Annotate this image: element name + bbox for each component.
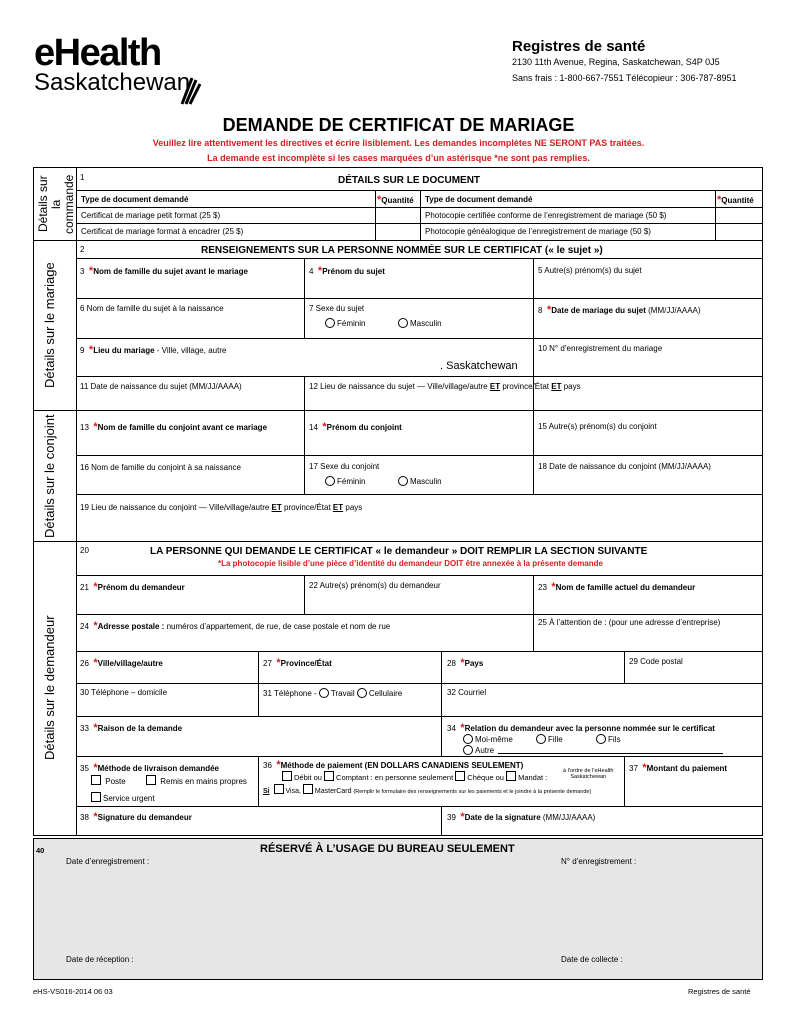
logo-top: eHealth [34,32,161,74]
cb-mandat[interactable] [506,773,547,782]
f7-label: 7 Sexe du sujet [309,304,365,313]
f9-label: Lieu du mariage [93,346,155,355]
mc-label: MasterCard [314,788,352,795]
remis-label: Remis en mains propres [160,777,247,786]
f12-et2: ET [551,382,562,391]
f19-e: pays [343,503,363,512]
masculin-label: Masculin [410,319,442,328]
f35-label: Méthode de livraison demandée [97,764,220,773]
f34-num: 34 [447,724,456,733]
side-label-conjoint: Détails sur le conjoint [42,414,57,538]
f24-num: 24 [80,622,89,631]
f19-a: 19 Lieu de naissance du conjoint — Ville/village/autre [80,503,272,512]
cb-comptant[interactable] [324,773,453,782]
f21-label: Prénom du demandeur [97,583,185,592]
qty-input-1[interactable] [376,208,419,222]
autre-line [498,753,723,754]
s4-num: 20 [80,546,89,555]
s1-col-qty-left: Quantité [381,196,414,205]
f36-label: Méthode de paiement (EN DOLLARS CANADIENS SEULEMENT) [280,761,524,770]
cheque-label: Chèque ou [467,773,504,782]
f9-hint: - Ville, village, autre [154,346,227,355]
office-no-enr: N° d’enregistrement : [561,857,637,866]
cb-mastercard[interactable] [303,788,352,795]
cb-urgent[interactable] [91,792,155,803]
f28-label: Pays [464,659,484,668]
office-title-label: RÉSERVÉ À L’USAGE DU BUREAU SEULEMENT [260,843,515,855]
f22-label: 22 Autre(s) prénom(s) du demandeur [309,581,441,590]
office-phone: Sans frais : 1-800-667-7551 Télécopieur : 306-787-8951 [512,73,737,83]
f19-c: province/État [281,503,333,512]
form-warning-2: La demande est incomplète si les cases marquées d’un astérisque *ne sont pas remplies. [207,153,590,163]
fille-label: Fille [548,735,563,744]
moi-label: Moi-même [475,735,513,744]
footer-code: eHS-VS016-2014 06 03 [33,987,113,996]
s4-subtitle: *La photocopie lisible d’une pièce d’identité du demandeur DOIT être annexée à la présente demande [218,559,603,568]
s1-col-type-right: Type de document demandé [425,195,533,204]
s1-title: DÉTAILS SUR LE DOCUMENT [338,175,481,186]
s2-title: RENSEIGNEMENTS SUR LA PERSONNE NOMMÉE SUR LE CERTIFICAT (« le sujet ») [201,245,603,256]
f30-label: 30 Téléphone – domicile [80,688,168,697]
masculin-label-conjoint: Masculin [410,477,442,486]
f28-num: 28 [447,659,456,668]
radio-masculin-conjoint[interactable] [398,476,442,486]
office-num: 40 [36,846,45,855]
f27-num: 27 [263,659,272,668]
f3-num: 3 [80,267,85,276]
cellulaire-label: Cellulaire [368,689,403,698]
ordre-line-2: Saskatchewan [570,774,607,780]
s1-row1-left: Certificat de mariage petit format (25 $) [81,211,221,220]
radio-cellulaire[interactable] [357,689,402,698]
f21-num: 21 [80,583,89,592]
radio-feminin[interactable] [325,318,365,328]
f36-num: 36 [263,761,272,770]
s1-col-type-left: Type de document demandé [81,195,189,204]
f14-label: Prénom du conjoint [326,423,402,432]
cb-remis[interactable] [146,775,247,786]
s1-row1-right: Photocopie certifiée conforme de l’enregistrement de mariage (50 $) [425,211,667,220]
mandat-label: Mandat : [518,773,548,782]
wheat-icon [178,74,202,106]
side-label-demandeur: Détails sur le demandeur [42,615,57,761]
f4-label: Prénom du sujet [322,267,385,276]
office-date-col: Date de collecte : [561,955,623,964]
office-address: 2130 11th Avenue, Regina, Saskatchewan, S4P 0J5 [512,57,720,67]
s1-col-qty-right: Quantité [721,196,754,205]
f14-num: 14 [309,423,318,432]
radio-fils[interactable] [596,734,620,744]
comptant-label: Comptant : en personne seulement [336,773,454,782]
footer-right: Registres de santé [688,987,751,996]
radio-moi[interactable] [463,734,513,744]
f29-label: 29 Code postal [629,657,683,666]
f24-hint: numéros d’appartement, de rue, de case postale et nom de rue [164,622,391,631]
debit-label: Débit ou [294,773,322,782]
f39-format: (MM/JJ/AAAA) [540,813,596,822]
s1-num: 1 [80,173,85,182]
f8-format: (MM/JJ/AAAA) [645,306,701,315]
cb-visa[interactable] [274,788,301,795]
f24-label: Adresse postale : [97,622,165,631]
f4-num: 4 [309,267,314,276]
ordre-line-1: à l’ordre de l’eHealth [563,768,614,774]
f31-label: 31 Téléphone - [263,689,317,698]
f26-num: 26 [80,659,89,668]
f3-label: Nom de famille du sujet avant le mariage [93,267,248,276]
f35-num: 35 [80,764,89,773]
s1-row2-right: Photocopie généalogique de l’enregistrement de mariage (50 $) [425,227,651,236]
office-date-rec: Date de réception : [66,955,134,964]
f10-label: 10 N° d’enregistrement du mariage [538,344,663,353]
cb-cheque[interactable] [455,773,504,782]
fils-label: Fils [608,735,621,744]
s4-title: LA PERSONNE QUI DEMANDE LE CERTIFICAT « le demandeur » DOIT REMPLIR LA SECTION SUIVANTE [150,546,648,557]
cb-debit[interactable] [282,773,322,782]
travail-label: Travail [330,689,355,698]
f8-label: Date de mariage du sujet [551,306,646,315]
form-title: DEMANDE DE CERTIFICAT DE MARIAGE [222,115,575,135]
cb-poste[interactable] [91,775,126,786]
f26-label: Ville/village/autre [97,659,163,668]
f37-label: Montant du paiement [646,764,728,773]
f23-num: 23 [538,583,547,592]
poste-label: Poste [105,777,126,786]
visa-label: Visa, [285,788,301,795]
f9-num: 9 [80,346,85,355]
office-date-enr: Date d’enregistrement : [66,857,150,866]
f12-et1: ET [489,382,501,391]
f12-e: pays [561,382,581,391]
f38-num: 38 [80,813,89,822]
f34-label: Relation du demandeur avec la personne nommée sur le certificat [464,724,715,733]
f11-label: 11 Date de naissance du sujet (MM/JJ/AAAA) [80,382,242,391]
f12-a: 12 Lieu de naissance du sujet — Ville/village/autre [309,382,490,391]
radio-autre[interactable] [463,745,494,755]
f37-num: 37 [629,764,638,773]
f33-num: 33 [80,724,89,733]
f19-et1: ET [271,503,282,512]
mc-note: (Remplir le formulaire des renseignements sur les paiements et le joindre à la présente demande) [353,789,592,795]
f27-label: Province/État [280,659,332,668]
f33-label: Raison de la demande [97,724,183,733]
f25-label: 25 À l’attention de : (pour une adresse d’entreprise) [538,618,721,627]
f19-et2: ET [332,503,344,512]
radio-masculin[interactable] [398,318,442,328]
logo [34,34,190,95]
feminin-label: Féminin [337,319,366,328]
f18-label: 18 Date de naissance du conjoint (MM/JJ/AAAA) [538,462,711,471]
saskatchewan-suffix: . Saskatchewan [440,360,518,372]
f32-label: 32 Courriel [447,688,487,697]
f39-num: 39 [447,813,456,822]
feminin-label-conjoint: Féminin [337,477,366,486]
radio-feminin-conjoint[interactable] [325,476,365,486]
f16-label: 16 Nom de famille du conjoint à sa naissance [80,463,241,472]
f17-label: 17 Sexe du conjoint [309,462,380,471]
s1-row2-left: Certificat de mariage format à encadrer (25 $) [81,227,244,236]
f6-label: 6 Nom de famille du sujet à la naissance [80,304,224,313]
f12-c: province/État [500,382,552,391]
qty-input-2[interactable] [376,224,419,239]
f38-label: Signature du demandeur [97,813,192,822]
urgent-label: Service urgent [103,794,155,803]
f13-label: Nom de famille du conjoint avant ce mariage [97,423,268,432]
office-title: Registres de santé [512,38,646,55]
f39-label: Date de la signature [464,813,541,822]
logo-bottom: Saskatchewan [34,69,191,96]
radio-travail[interactable] [319,689,355,698]
f8-num: 8 [538,306,543,315]
s2-num: 2 [80,245,85,254]
si-label: Si [263,788,270,795]
side-label-commande: Détails sur la commande [36,174,76,234]
autre-label: Autre [475,746,495,755]
radio-fille[interactable] [536,734,563,744]
f15-label: 15 Autre(s) prénom(s) du conjoint [538,422,657,431]
form-warning-1: Veuillez lire attentivement les directives et écrire lisiblement. Les demandes incomplètes NE SERONT PAS traitées. [152,138,645,148]
qty-input-4[interactable] [716,224,762,239]
f5-label: 5 Autre(s) prénom(s) du sujet [538,266,642,275]
side-label-mariage: Détails sur le mariage [42,262,57,388]
f23-label: Nom de famille actuel du demandeur [555,583,696,592]
f13-num: 13 [80,423,89,432]
qty-input-3[interactable] [716,208,762,222]
